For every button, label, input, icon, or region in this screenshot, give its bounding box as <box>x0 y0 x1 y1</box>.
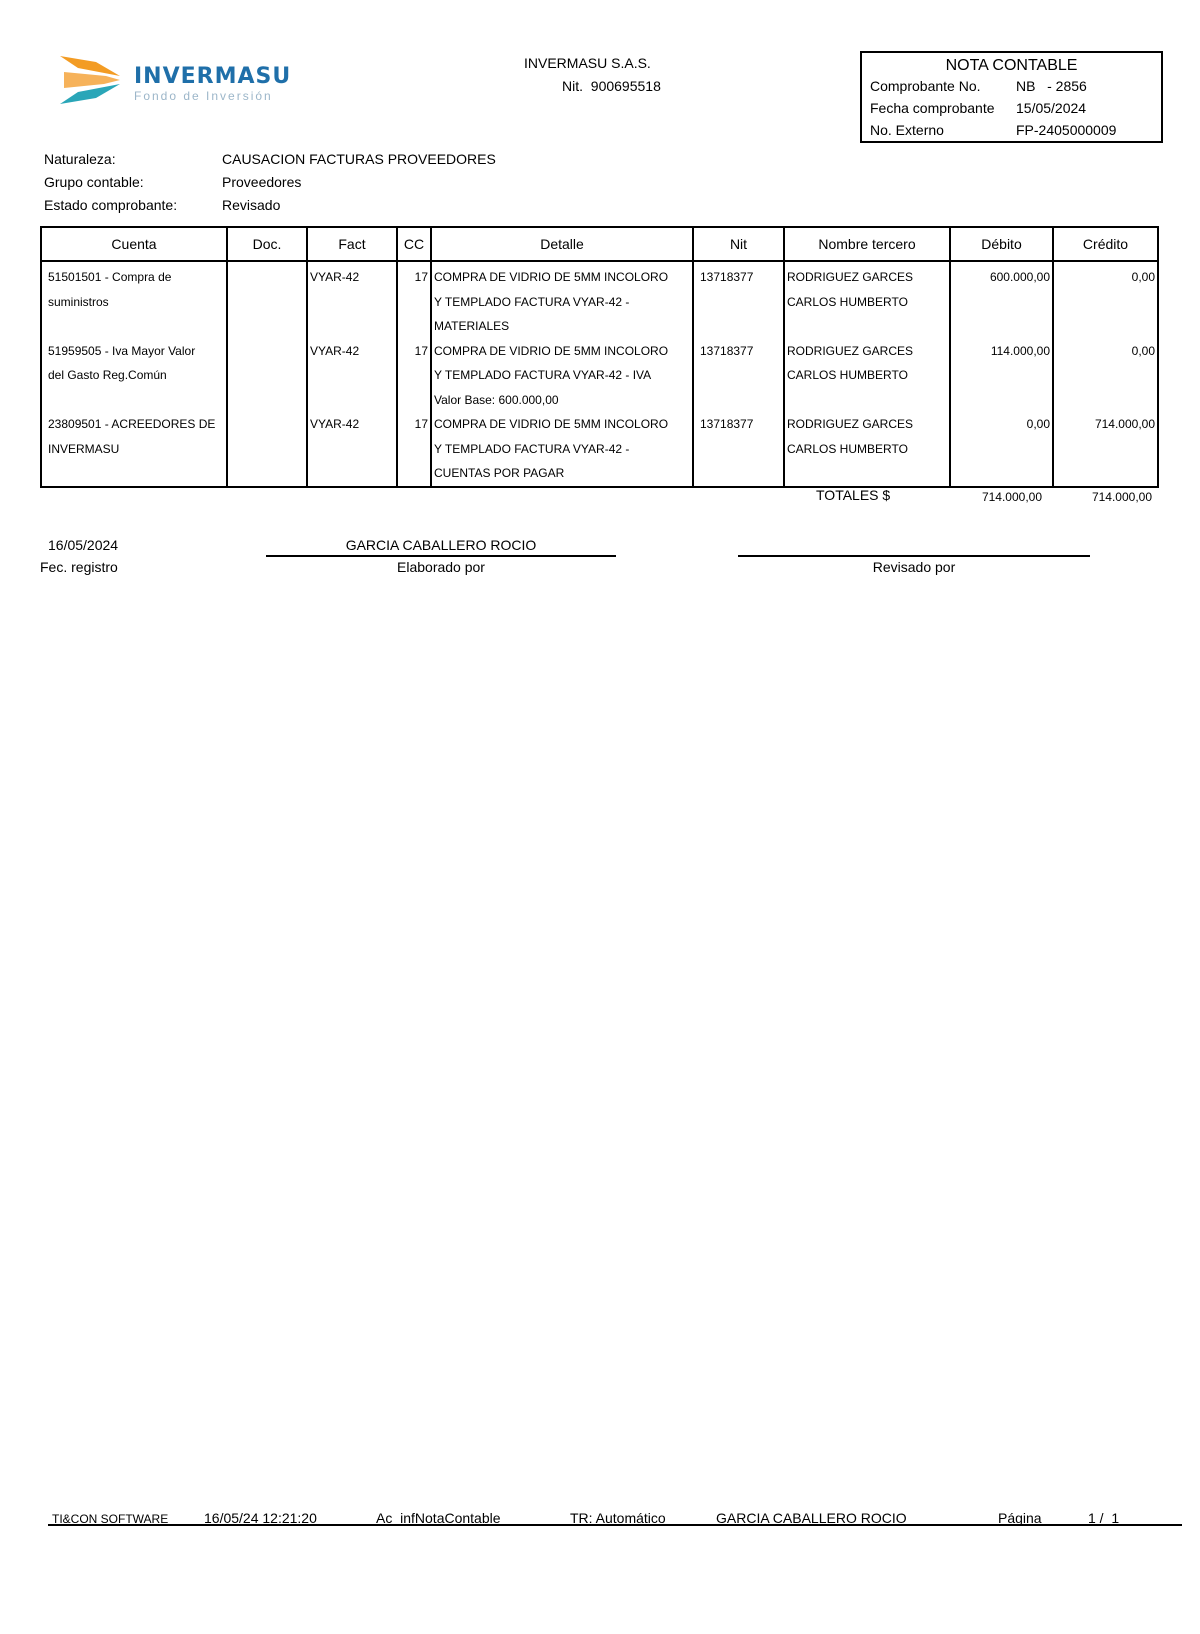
cuenta-line: INVERMASU <box>48 441 120 456</box>
prepared-signature-line <box>266 555 616 557</box>
entries-table <box>40 226 1159 488</box>
cell-credito: 0,00 <box>1053 261 1158 339</box>
detalle-line: MATERIALES <box>434 319 510 333</box>
voucher-date-value: 15/05/2024 <box>1016 100 1087 116</box>
cell-credito: 0,00 <box>1053 339 1158 413</box>
detalle-line: CUENTAS POR PAGAR <box>434 466 565 480</box>
tercero-line: RODRIGUEZ GARCES <box>787 270 914 284</box>
table-row <box>41 261 1158 339</box>
detalle-line: Valor Base: 600.000,00 <box>434 392 559 407</box>
cell-cuenta <box>41 261 227 339</box>
col-header-debito: Débito <box>950 227 1053 261</box>
prepared-label: Elaborado por <box>397 559 485 575</box>
footer-page-value: 1 / 1 <box>1088 1510 1120 1526</box>
detalle-line: Y TEMPLADO FACTURA VYAR-42 - <box>434 441 630 456</box>
cell-detalle <box>431 339 693 413</box>
voucher-date-label: Fecha comprobante <box>870 100 995 116</box>
totals-label: TOTALES $ <box>816 487 891 503</box>
cell-doc <box>227 339 307 413</box>
voucher-external-label: No. Externo <box>870 122 944 138</box>
nature-label: Naturaleza: <box>44 151 116 167</box>
cell-tercero <box>784 261 950 339</box>
detalle-line: Y TEMPLADO FACTURA VYAR-42 - IVA <box>434 368 652 382</box>
voucher-box <box>860 51 1163 143</box>
cell-debito: 0,00 <box>950 412 1053 487</box>
tercero-line: CARLOS HUMBERTO <box>787 441 908 456</box>
status-label: Estado comprobante: <box>44 197 178 213</box>
cuenta-line: 23809501 - ACREEDORES DE <box>48 417 216 431</box>
logo-arrow-icon <box>58 54 128 106</box>
col-header-cc: CC <box>397 227 431 261</box>
col-header-doc: Doc. <box>227 227 307 261</box>
col-header-credito: Crédito <box>1053 227 1158 261</box>
cell-nit: 13718377 <box>693 339 784 413</box>
voucher-number-label: Comprobante No. <box>870 78 981 94</box>
nature-value: CAUSACION FACTURAS PROVEEDORES <box>222 151 496 167</box>
cuenta-line: del Gasto Reg.Común <box>48 368 167 382</box>
voucher-number-value: NB - 2856 <box>1016 78 1087 94</box>
cuenta-line: 51501501 - Compra de <box>48 270 172 284</box>
cell-nit: 13718377 <box>693 412 784 487</box>
detalle-line: COMPRA DE VIDRIO DE 5MM INCOLORO <box>434 417 669 431</box>
reviewed-signature-line <box>738 555 1090 557</box>
col-header-fact: Fact <box>307 227 397 261</box>
table-header-row <box>41 227 1158 261</box>
cell-cuenta <box>41 412 227 487</box>
cell-tercero <box>784 339 950 413</box>
cell-cc: 17 <box>397 339 431 413</box>
col-header-detalle: Detalle <box>431 227 693 261</box>
voucher-external-value: FP-2405000009 <box>1016 122 1117 138</box>
logo-tagline: Fondo de Inversión <box>134 89 273 103</box>
tercero-line: RODRIGUEZ GARCES <box>787 343 914 358</box>
table-row <box>41 412 1158 487</box>
footer-user: GARCIA CABALLERO ROCIO <box>716 1510 907 1526</box>
tercero-line: RODRIGUEZ GARCES <box>787 417 914 431</box>
total-debito: 714.000,00 <box>981 490 1042 504</box>
cell-debito: 114.000,00 <box>950 339 1053 413</box>
reviewed-label: Revisado por <box>872 559 956 575</box>
detalle-line: COMPRA DE VIDRIO DE 5MM INCOLORO <box>434 270 669 284</box>
detalle-line: COMPRA DE VIDRIO DE 5MM INCOLORO <box>434 343 669 358</box>
cell-doc <box>227 412 307 487</box>
col-header-nit: Nit <box>693 227 784 261</box>
cell-detalle <box>431 412 693 487</box>
company-logo <box>58 54 308 106</box>
cell-doc <box>227 261 307 339</box>
cell-cuenta <box>41 339 227 413</box>
company-name: INVERMASU S.A.S. <box>524 55 651 71</box>
col-header-tercero: Nombre tercero <box>784 227 950 261</box>
cell-credito: 714.000,00 <box>1053 412 1158 487</box>
cell-fact: VYAR-42 <box>307 412 397 487</box>
cuenta-line: 51959505 - Iva Mayor Valor <box>48 343 196 358</box>
footer-tr: TR: Automático <box>570 1510 666 1526</box>
company-nit <box>562 78 661 94</box>
footer-page-label: Página <box>998 1510 1042 1526</box>
cell-cc: 17 <box>397 412 431 487</box>
cell-fact: VYAR-42 <box>307 339 397 413</box>
prepared-name: GARCIA CABALLERO ROCIO <box>345 537 537 553</box>
total-credito: 714.000,00 <box>1091 490 1152 504</box>
cuenta-line: suministros <box>48 294 109 309</box>
registration-date: 16/05/2024 <box>48 537 119 553</box>
group-value: Proveedores <box>222 174 302 190</box>
cell-detalle <box>431 261 693 339</box>
table-row <box>41 339 1158 413</box>
detalle-line: Y TEMPLADO FACTURA VYAR-42 - <box>434 294 630 309</box>
cell-debito: 600.000,00 <box>950 261 1053 339</box>
cell-fact: VYAR-42 <box>307 261 397 339</box>
voucher-title: NOTA CONTABLE <box>945 57 1078 74</box>
logo-name: INVERMASU <box>134 64 292 89</box>
col-header-cuenta: Cuenta <box>41 227 227 261</box>
nit-value: 900695518 <box>590 78 661 94</box>
footer-datetime: 16/05/24 12:21:20 <box>204 1510 317 1526</box>
cell-nit: 13718377 <box>693 261 784 339</box>
nit-label: Nit. <box>562 78 583 94</box>
status-value: Revisado <box>222 197 281 213</box>
footer-software: TI&CON SOFTWARE <box>52 1512 169 1526</box>
group-label: Grupo contable: <box>44 174 144 190</box>
registration-label: Fec. registro <box>40 559 118 575</box>
cell-cc: 17 <box>397 261 431 339</box>
footer-report-name: Ac_infNotaContable <box>376 1510 501 1526</box>
tercero-line: CARLOS HUMBERTO <box>787 294 908 309</box>
cell-tercero <box>784 412 950 487</box>
tercero-line: CARLOS HUMBERTO <box>787 368 908 382</box>
